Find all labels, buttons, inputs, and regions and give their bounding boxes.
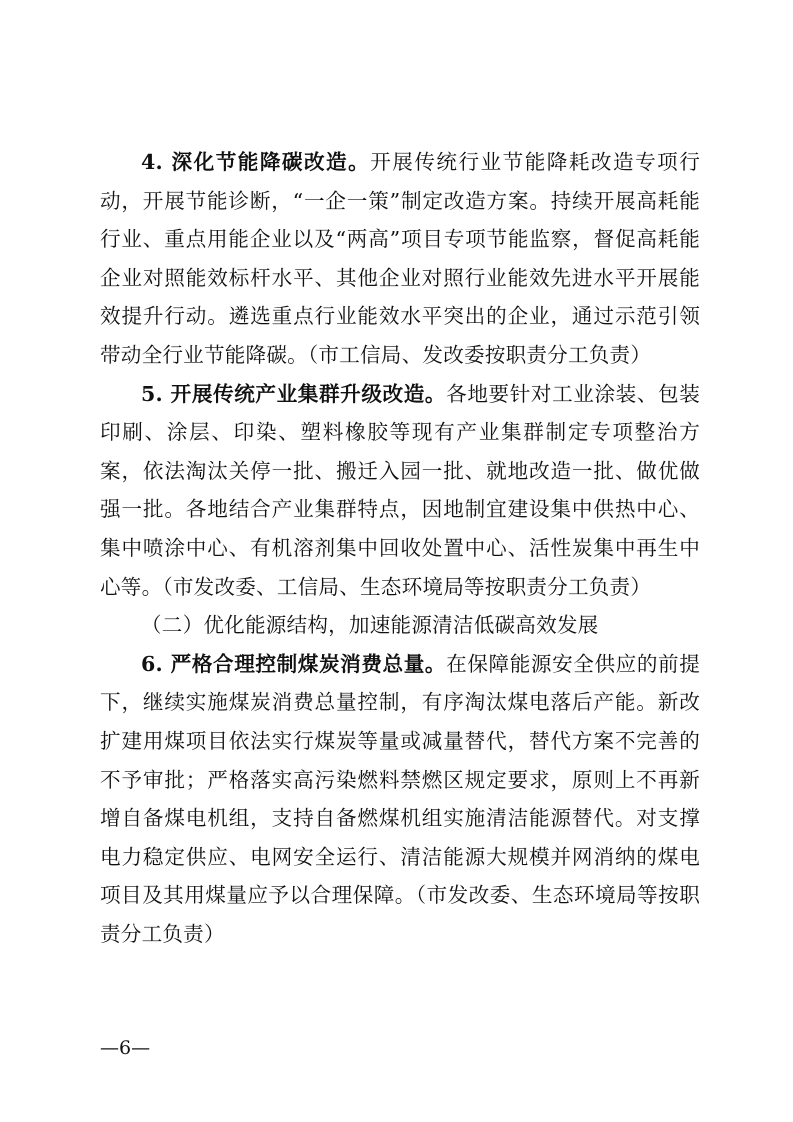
paragraph-item-4: [100, 143, 700, 375]
paragraph-text: 开展传统行业节能降耗改造专项行动，开展节能诊断，“一企一策”制定改造方案。持续开展高耗能行业、重点用能企业以及“两高”项目专项节能监察，督促高耗能企业对照能效标杆水平、其他企业对照行业能效先进水平开展能效提升行动。遴选重点行业能效水平突出的企业，通过示范引领带动全行业节能降碳。（市工信局、发改委按职责分工负责）: [100, 150, 700, 367]
paragraph-heading: 6. 严格合理控制煤炭消费总量。: [141, 651, 447, 676]
paragraph-heading: 5. 开展传统产业集群升级改造。: [141, 381, 447, 406]
paragraph-text: 在保障能源安全供应的前提下，继续实施煤炭消费总量控制，有序淘汰煤电落后产能。新改扩建用煤项目依法实行煤炭等量或减量替代，替代方案不完善的不予审批；严格落实高污染燃料禁燃区规定要求，原则上不再新增自备煤电机组，支持自备燃煤机组实施清洁能源替代。对支撑电力稳定供应、电网安全运行、清洁能源大规模并网消纳的煤电项目及其用煤量应予以合理保障。（市发改委、生态环境局等按职责分工负责）: [100, 651, 700, 946]
paragraph-item-5: [100, 375, 700, 607]
paragraph-item-6: [100, 645, 700, 954]
paragraph-heading: 4. 深化节能降碳改造。: [141, 150, 371, 174]
paragraph-text: 各地要针对工业涂装、包装印刷、涂层、印染、塑料橡胶等现有产业集群制定专项整治方案，依法淘汰关停一批、搬迁入园一批、就地改造一批、做优做强一批。各地结合产业集群特点，因地制宜建设集中供热中心、集中喷涂中心、有机溶剂集中回收处置中心、活性炭集中再生中心等。（市发改委、工信局、生态环境局等按职责分工负责）: [100, 381, 700, 599]
document-body: [100, 143, 700, 953]
section-title-2: （二）优化能源结构，加速能源清洁低碳高效发展: [141, 613, 599, 638]
page-number: —6—: [100, 1037, 151, 1059]
